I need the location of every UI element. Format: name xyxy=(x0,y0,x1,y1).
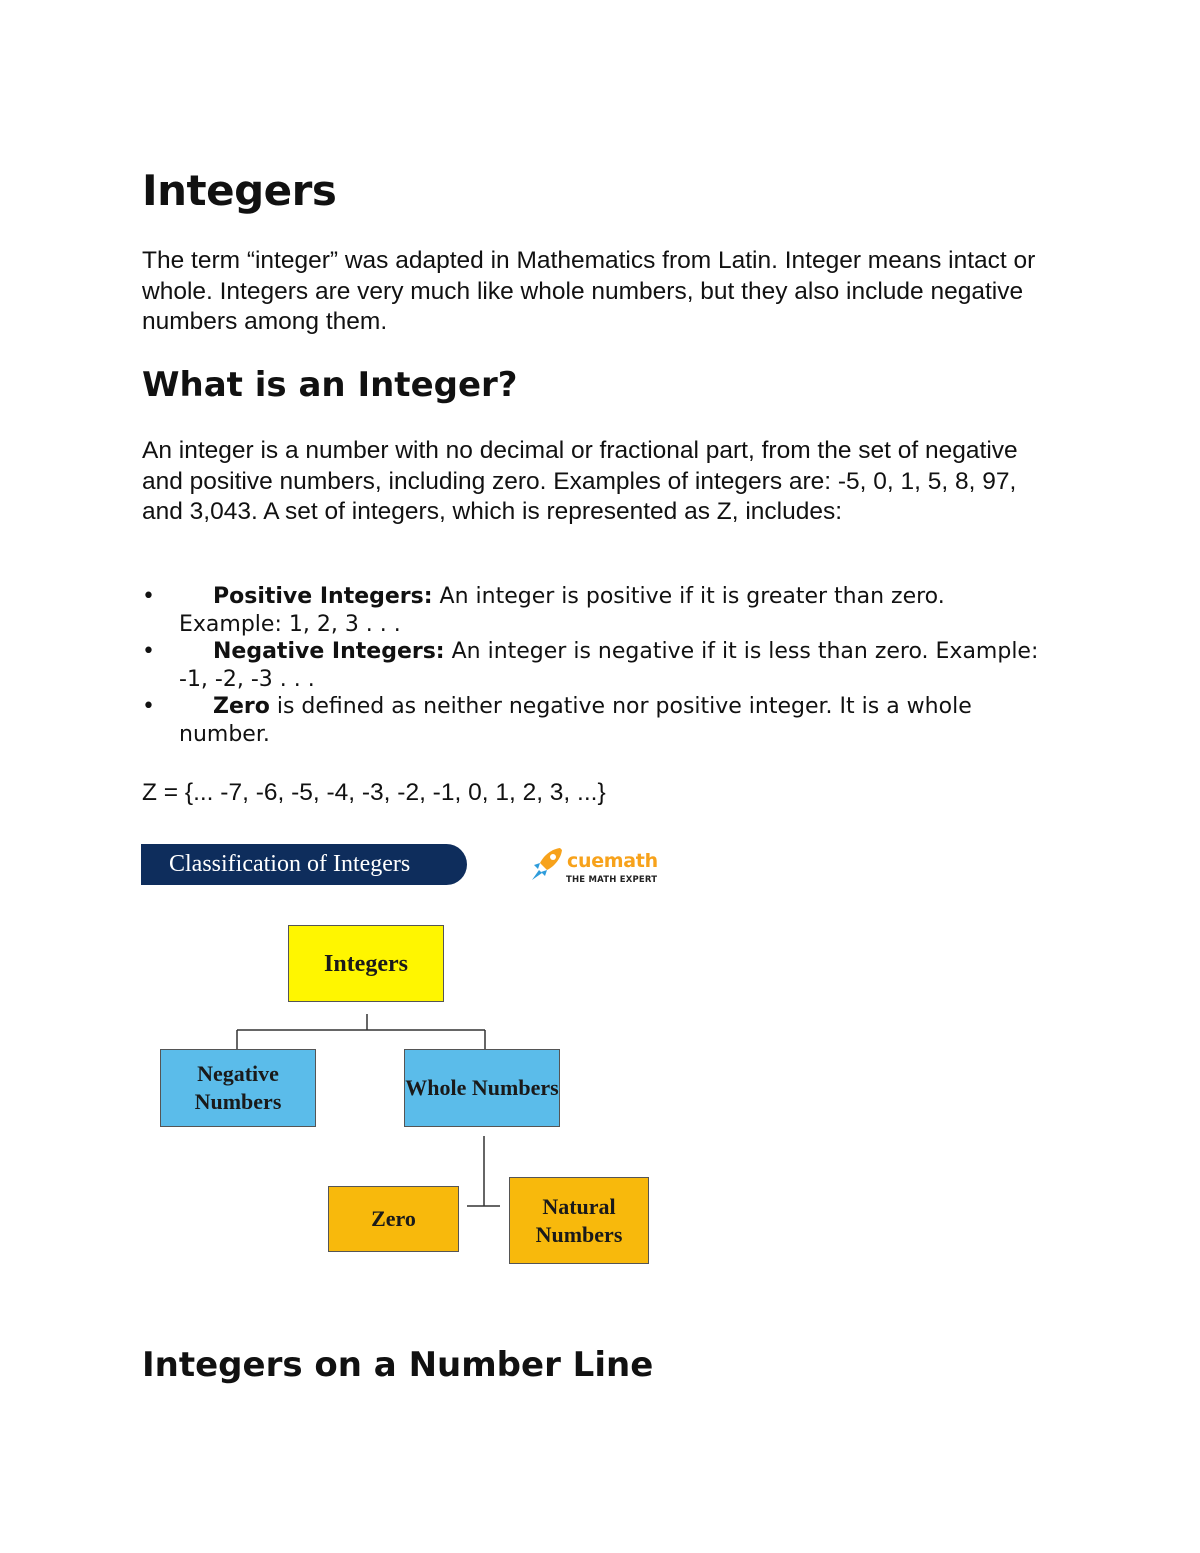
list-item-term: Zero xyxy=(213,694,270,719)
list-item-term: Negative Integers: xyxy=(213,639,445,664)
integer-set-notation: Z = {... -7, -6, -5, -4, -3, -2, -1, 0, 1, 2, 3, ...} xyxy=(142,779,606,806)
list-item-term: Positive Integers: xyxy=(213,584,433,609)
page-title: Integers xyxy=(142,166,337,215)
bullet-icon: • xyxy=(142,639,155,664)
list-item-desc: is defined as neither negative nor positive integer. It is a whole number. xyxy=(179,694,972,747)
classification-figure xyxy=(140,840,670,1270)
logo-wordmark: cuemath xyxy=(567,850,658,872)
node-negative-numbers: Negative Numbers xyxy=(160,1049,316,1127)
bullet-icon: • xyxy=(142,584,155,609)
logo-tagline: THE MATH EXPERT xyxy=(566,875,658,885)
list-item xyxy=(142,583,1042,638)
node-zero: Zero xyxy=(328,1186,459,1252)
list-item xyxy=(142,693,1042,748)
list-item-desc: An integer is negative if it is less than zero. Example: -1, -2, -3 . . . xyxy=(179,639,1039,692)
definition-paragraph: An integer is a number with no decimal or fractional part, from the set of negative and positive numbers, including zero. Examples of integers are: -5, 0, 1, 5, 8, 97, and 3,043. A set of integers, which is represented as Z, includes: xyxy=(142,437,1018,525)
bullet-icon: • xyxy=(142,694,155,719)
node-integers: Integers xyxy=(288,925,444,1002)
integer-types-list xyxy=(142,583,1042,748)
what-is-integer-heading: What is an Integer? xyxy=(142,365,518,405)
intro-paragraph: The term “integer” was adapted in Mathematics from Latin. Integer means intact or whole. Integers are very much like whole numbers, but they also include negative numbers among them. xyxy=(142,247,1036,335)
number-line-heading: Integers on a Number Line xyxy=(142,1345,654,1385)
figure-banner: Classification of Integers xyxy=(141,844,467,885)
list-item xyxy=(142,638,1042,693)
node-whole-numbers: Whole Numbers xyxy=(404,1049,560,1127)
node-natural-numbers: Natural Numbers xyxy=(509,1177,649,1264)
list-item-desc: An integer is positive if it is greater than zero. Example: 1, 2, 3 . . . xyxy=(179,584,945,637)
